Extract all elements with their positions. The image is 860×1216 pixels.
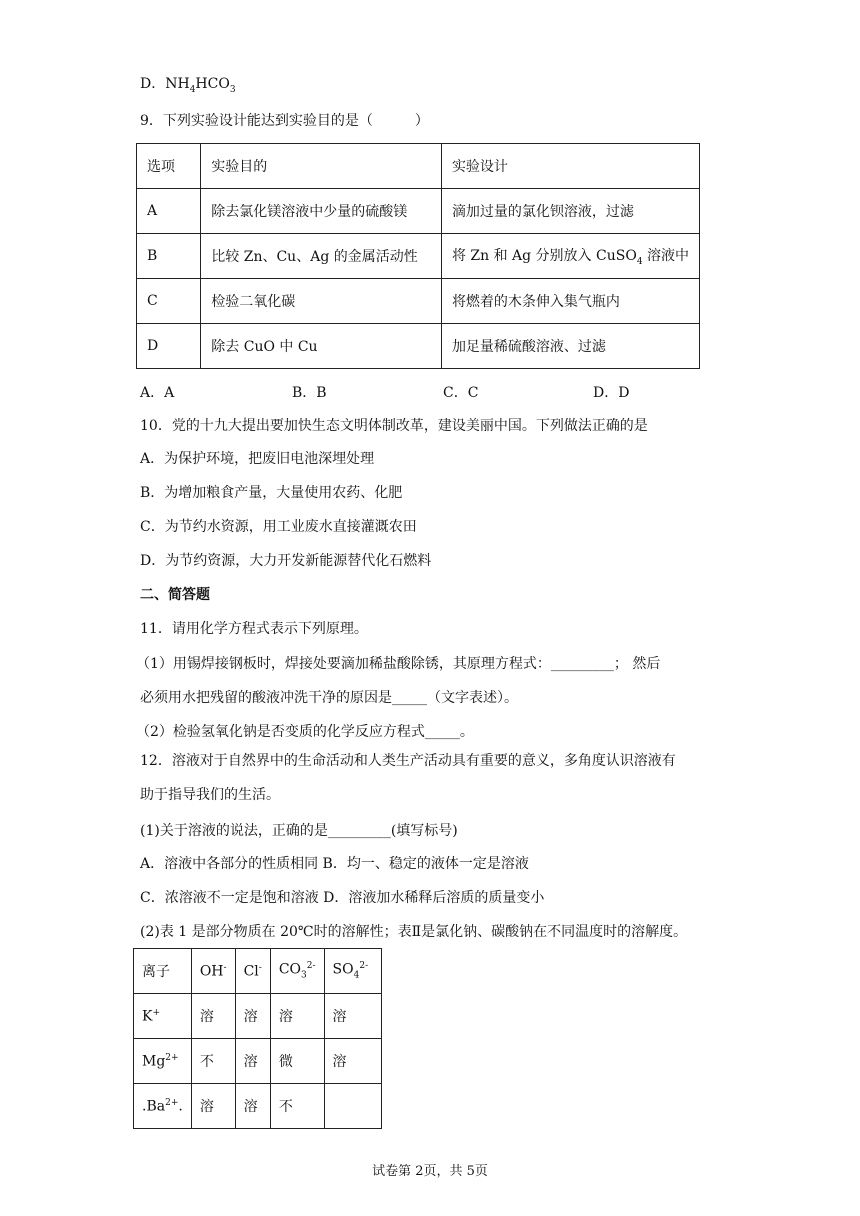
table-cell: 溶 <box>235 1084 270 1129</box>
table-cell: 溶 <box>324 994 381 1039</box>
table-header: Cl- <box>235 949 270 994</box>
table-cell <box>324 1084 381 1129</box>
table-cell: 溶 <box>191 1084 235 1129</box>
table-cell: 溶 <box>270 994 324 1039</box>
table-cell: $.Ba^{2+}$. <box>134 1084 192 1129</box>
table-cell: 不 <box>270 1084 324 1129</box>
table-header: 实验目的 <box>201 144 442 189</box>
q9-choice-c: C．C <box>443 385 479 401</box>
table-header: OH- <box>191 949 235 994</box>
solubility-table <box>133 948 382 1129</box>
table-cell: 不 <box>191 1039 235 1084</box>
table-header-row <box>134 949 382 994</box>
table-cell: 滴加过量的氯化钡溶液，过滤 <box>441 189 699 234</box>
table-cell: 溶 <box>235 994 270 1039</box>
table-cell: 微 <box>270 1039 324 1084</box>
section-heading: 二、简答题 <box>140 587 210 603</box>
table-cell: 将燃着的木条伸入集气瓶内 <box>441 279 699 324</box>
q9-choice-a: A．A <box>140 385 175 401</box>
table-header: $SO_4^{2-}$ <box>324 949 381 994</box>
q11-stem: 11．请用化学方程式表示下列原理。 <box>140 621 368 637</box>
table-row <box>134 1084 382 1129</box>
q12-stem-line1: 12．溶液对于自然界中的生命活动和人类生产活动具有重要的意义，多角度认识溶液有 <box>140 753 676 769</box>
table-row <box>134 1039 382 1084</box>
q10-stem: 10．党的十九大提出要加快生态文明体制改革，建设美丽中国。下列做法正确的是 <box>140 418 648 434</box>
table-row <box>137 189 700 234</box>
q11-part1-line2: 必须用水把残留的酸液冲洗干净的原因是_____（文字表述）。 <box>140 690 518 706</box>
table-row <box>137 234 700 279</box>
table-cell: 溶 <box>191 994 235 1039</box>
table-header: $CO_3^{2-}$ <box>270 949 324 994</box>
q11-part1-line1: （1）用锡焊接钢板时，焊接处要滴加稀盐酸除锈，其原理方程式：_________； 然后 <box>136 656 661 672</box>
table-row <box>137 279 700 324</box>
table-cell: 检验二氧化碳 <box>201 279 442 324</box>
table-header-row <box>137 144 700 189</box>
q11-part2: （2）检验氢氧化钠是否变质的化学反应方程式_____。 <box>136 724 474 740</box>
table-cell: C <box>137 279 201 324</box>
table-cell: B <box>137 234 201 279</box>
table-cell: 将 Zn 和 Ag 分别放入 CuSO$_4$ 溶液中 <box>441 234 699 279</box>
table-header: 实验设计 <box>441 144 699 189</box>
table-cell: 加足量稀硫酸溶液、过滤 <box>441 324 699 369</box>
table-header: 离子 <box>134 949 192 994</box>
q9-stem: 9．下列实验设计能达到实验目的是（ ） <box>140 113 429 129</box>
q12-part2: (2)表 1 是部分物质在 20℃时的溶解性；表Ⅱ是氯化钠、碳酸钠在不同温度时的溶解度。 <box>140 924 688 940</box>
q10-option-a: A．为保护环境，把废旧电池深埋处理 <box>140 451 375 467</box>
table-cell: 除去 CuO 中 Cu <box>201 324 442 369</box>
q9-choice-b: B．B <box>292 385 327 401</box>
q12-options-cd: C．浓溶液不一定是饱和溶液 D．溶液加水稀释后溶质的质量变小 <box>140 890 545 906</box>
q12-stem-line2: 助于指导我们的生活。 <box>140 787 280 803</box>
table-row <box>134 994 382 1039</box>
table-cell: A <box>137 189 201 234</box>
q9-choice-d: D．D <box>593 385 630 401</box>
table-cell: 溶 <box>324 1039 381 1084</box>
table-cell: 除去氯化镁溶液中少量的硫酸镁 <box>201 189 442 234</box>
q10-option-c: C．为节约水资源，用工业废水直接灌溉农田 <box>140 519 417 535</box>
q8-option-d: D．$NH_4HCO_3$ <box>140 76 236 95</box>
table-row <box>137 324 700 369</box>
q10-option-d: D．为节约资源，大力开发新能源替代化石燃料 <box>140 553 432 569</box>
q12-options-ab: A．溶液中各部分的性质相同 B．均一、稳定的液体一定是溶液 <box>140 856 529 872</box>
table-cell: 比较 Zn、Cu、Ag 的金属活动性 <box>201 234 442 279</box>
q10-option-b: B．为增加粮食产量，大量使用农药、化肥 <box>140 485 403 501</box>
table-cell: $Mg^{2+}$ <box>134 1039 192 1084</box>
table-cell: K+ <box>134 994 192 1039</box>
q9-table <box>136 143 700 369</box>
q12-part1: (1)关于溶液的说法，正确的是_________(填写标号) <box>140 823 458 839</box>
table-header: 选项 <box>137 144 201 189</box>
table-cell: D <box>137 324 201 369</box>
page-footer: 试卷第 2页，共 5页 <box>372 1164 488 1179</box>
table-cell: 溶 <box>235 1039 270 1084</box>
